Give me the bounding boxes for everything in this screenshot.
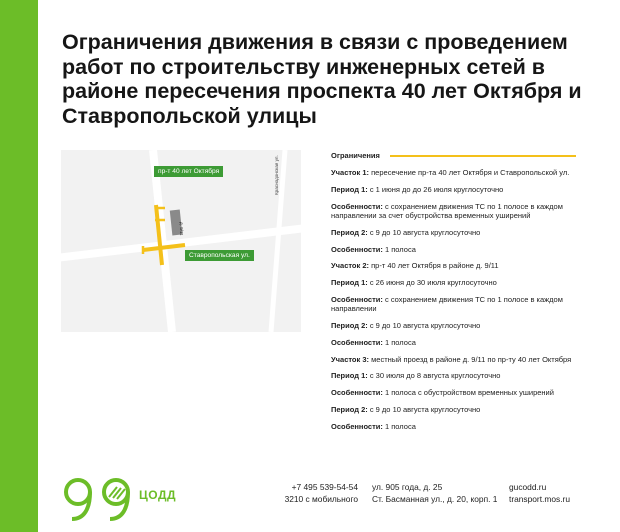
footer-phone: +7 495 539-54-54 3210 с мобильного [284,482,358,504]
restriction-item: Участок 3: местный проезд в районе д. 9/11 по пр-ту 40 лет Октября [331,354,572,364]
link-transport[interactable]: transport.mos.ru [509,494,570,504]
restriction-item: Особенности: с сохранением движения ТС по 1 полосе в каждом направлении за счет обустройства временных уширений [331,201,563,220]
restriction-item: Период 2: с 9 до 10 августа круглосуточно [331,227,481,237]
logo-text: ЦОДД [139,488,177,502]
restriction-item: Период 1: с 30 июля до 8 августа круглосуточно [331,371,501,381]
page-title: Ограничения движения в связи с проведением работ по строительству инженерных сетей в районе пересечения проспекта 40 лет Октября и Ставропольской улицы [62,30,582,128]
restriction-item: Особенности: с сохранением движения ТС по 1 полосе в каждом направлении [331,294,563,314]
restriction-item: Особенности: 1 полоса [331,337,416,347]
link-gucodd[interactable]: gucodd.ru [509,482,547,492]
yellow-rule [390,155,576,157]
restriction-item: Особенности: 1 полоса [331,421,416,431]
map-roads [61,150,301,332]
restrictions-panel [331,151,576,439]
restriction-item: Особенности: 1 полоса с обустройством временных уширений [331,388,554,398]
restriction-item: Период 2: с 9 до 10 августа круглосуточно [331,320,481,330]
restrictions-list [331,168,576,431]
restriction-item: Особенности: 1 полоса [331,244,416,254]
map [61,150,301,332]
restrictions-heading: Ограничения [331,151,576,160]
restriction-item: Участок 1: пересечение пр-та 40 лет Октября и Ставропольской ул. [331,168,570,178]
avenue-label: пр-т 40 лет Октября [154,166,223,177]
restriction-item: Период 2: с 9 до 10 августа круглосуточно [331,404,481,414]
restriction-item: Период 1: с 26 июня до 30 июля круглосуточно [331,278,497,288]
codd-logo-icon [62,475,136,521]
side-street-label: Краснодонская ул. [274,155,279,195]
brand-side-bar [0,0,38,532]
footer-address: ул. 905 года, д. 25 Ст. Басманная ул., д. 20, корп. 1 [372,482,498,504]
house-label: д. 9/11 [179,222,184,236]
footer-websites [509,481,570,505]
street-label: Ставропольская ул. [185,250,254,261]
restriction-item: Участок 2: пр-т 40 лет Октября в районе д. 9/11 [331,261,499,271]
restriction-item: Период 1: с 1 июня до до 26 июля круглосуточно [331,185,504,194]
